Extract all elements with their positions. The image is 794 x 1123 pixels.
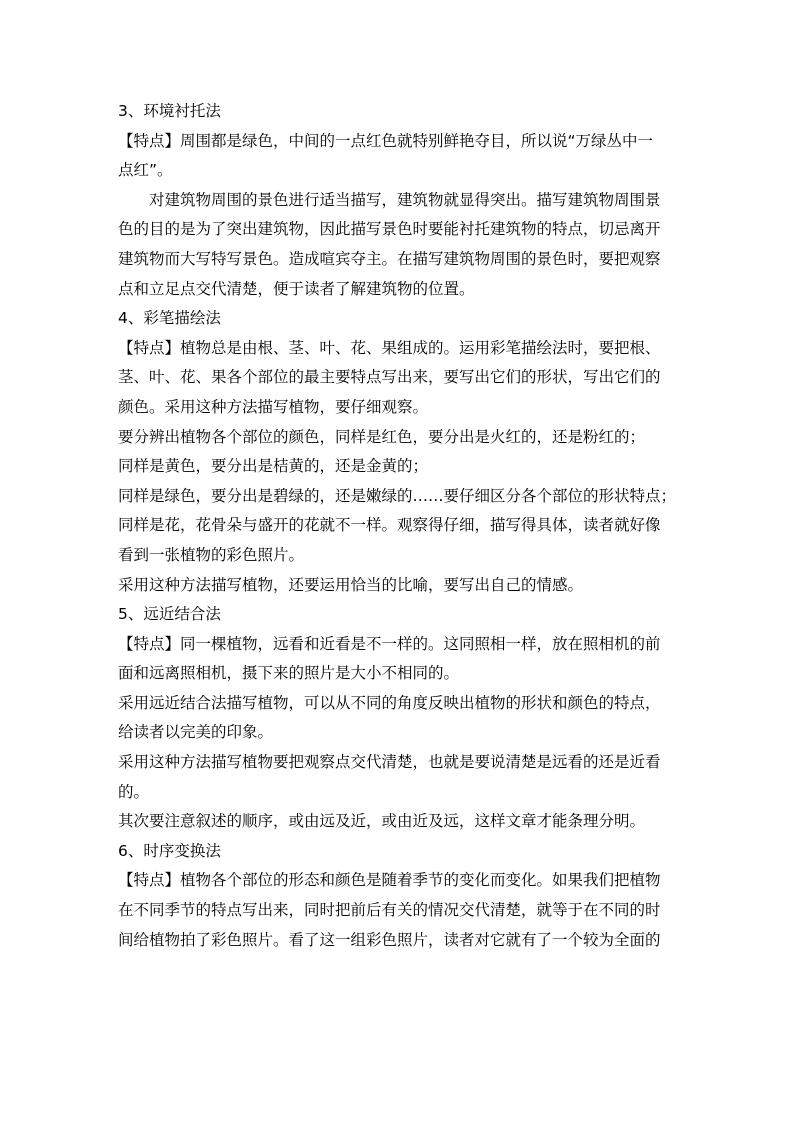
text-line: 的。	[118, 782, 150, 801]
text-line: 同样是花，花骨朵与盛开的花就不一样。观察得仔细，描写得具体，读者就好像	[118, 516, 661, 535]
text-line: 3、环境衬托法	[118, 102, 221, 120]
document-page	[118, 97, 680, 955]
text-line: 面和远离照相机，摄下来的照片是大小不相同的。	[118, 664, 460, 683]
text-line: 采用这种方法描写植物，还要运用恰当的比喻，要写出自己的情感。	[118, 575, 584, 594]
text-line: 色的目的是为了突出建筑物，因此描写景色时要能衬托建筑物的特点，切忌离开	[118, 220, 661, 239]
text-line: 颜色。采用这种方法描写植物，要仔细观察。	[118, 397, 429, 416]
text-line: 间给植物拍了彩色照片。看了这一组彩色照片，读者对它就有了一个较为全面的	[118, 930, 661, 949]
text-line: 【特点】周围都是绿色，中间的一点红色就特别鲜艳夺目，所以说“万绿丛中一	[118, 131, 654, 150]
text-line: 采用远近结合法描写植物，可以从不同的角度反映出植物的形状和颜色的特点，	[118, 693, 661, 712]
text-line: 【特点】同一棵植物，远看和近看是不一样的。这同照相一样，放在照相机的前	[118, 634, 661, 653]
text-line: 【特点】植物各个部位的形态和颜色是随着季节的变化而变化。如果我们把植物	[118, 871, 661, 890]
text-line: 茎、叶、花、果各个部位的最主要特点写出来，要写出它们的形状，写出它们的	[118, 368, 661, 387]
text-line: 同样是黄色，要分出是桔黄的，还是金黄的；	[118, 457, 429, 476]
text-line: 给读者以完美的印象。	[118, 723, 274, 742]
text-line: 5、远近结合法	[118, 605, 221, 624]
text-line: 其次要注意叙述的顺序，或由远及近，或由近及远，这样文章才能条理分明。	[118, 812, 646, 831]
text-line: 6、时序变换法	[118, 841, 221, 860]
text-line: 【特点】植物总是由根、茎、叶、花、果组成的。运用彩笔描绘法时，要把根、	[118, 338, 661, 357]
text-line: 要分辨出植物各个部位的颜色，同样是红色，要分出是火红的，还是粉红的；	[118, 427, 646, 446]
text-line: 点红”。	[118, 161, 173, 180]
text-line: 在不同季节的特点写出来，同时把前后有关的情况交代清楚，就等于在不同的时	[118, 901, 661, 920]
text-line: 点和立足点交代清楚，便于读者了解建筑物的位置。	[118, 279, 475, 298]
text-line: 同样是绿色，要分出是碧绿的，还是嫩绿的……要仔细区分各个部位的形状特点；	[118, 486, 677, 505]
text-line: 对建筑物周围的景色进行适当描写，建筑物就显得突出。描写建筑物周围景	[149, 190, 661, 209]
text-line: 看到一张植物的彩色照片。	[118, 545, 305, 564]
text-line: 采用这种方法描写植物要把观察点交代清楚，也就是要说清楚是远看的还是近看	[118, 753, 661, 772]
text-line: 建筑物而大写特写景色。造成喧宾夺主。在描写建筑物周围的景色时，要把观察	[118, 249, 661, 268]
text-line: 4、彩笔描绘法	[118, 309, 221, 328]
